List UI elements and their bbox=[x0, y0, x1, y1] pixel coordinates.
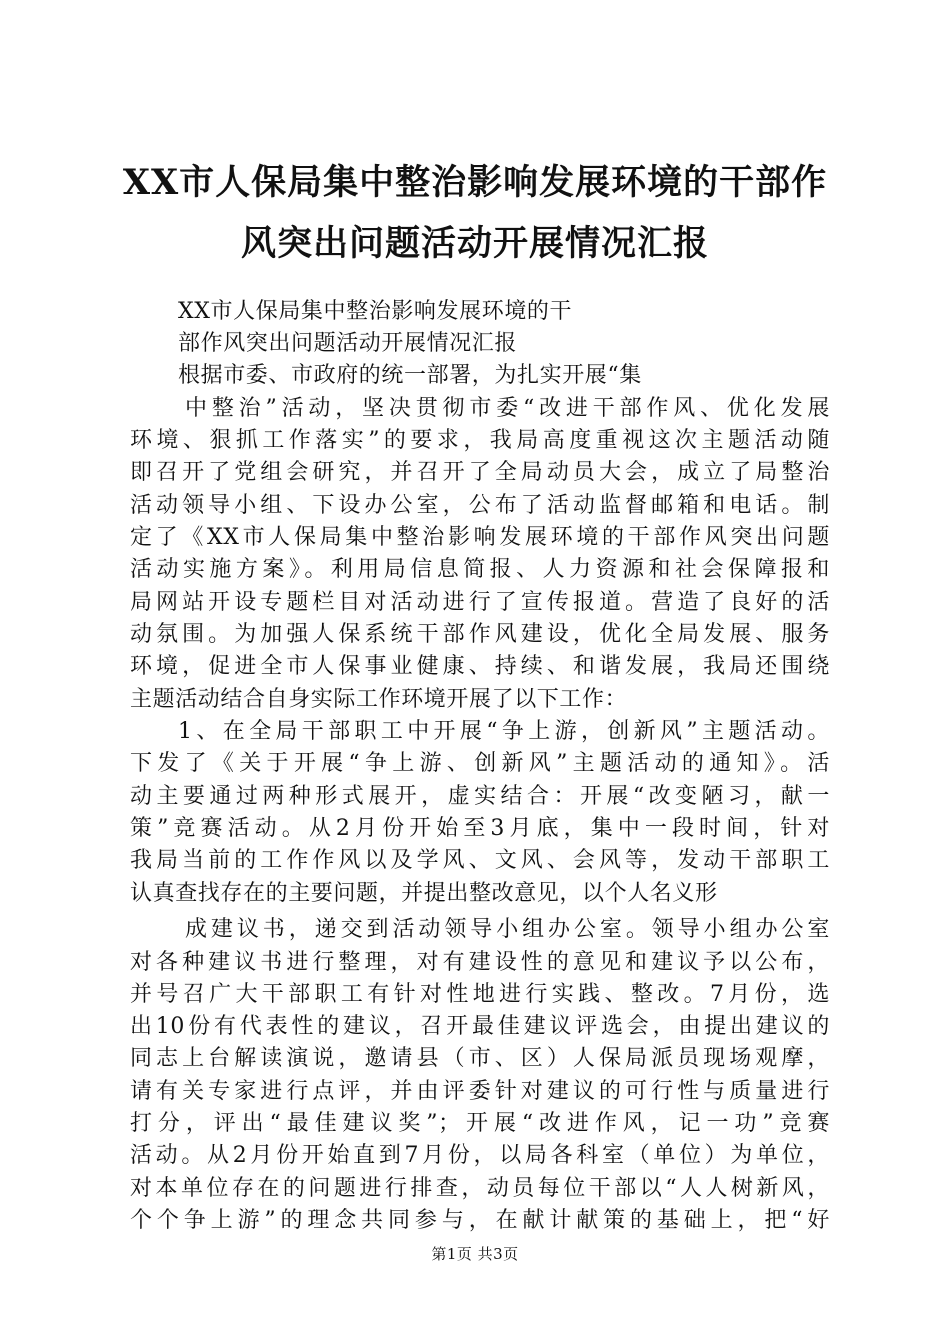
document-title-line-2: 风突出问题活动开展情况汇报 bbox=[240, 223, 709, 264]
body-line: 我局当前的工作作风以及学风、文风、会风等，发动干部职工 bbox=[130, 848, 830, 873]
body-line: 请有关专家进行点评，并由评委针对建议的可行性与质量进行 bbox=[130, 1079, 830, 1104]
document-title-line-1: XX市人保局集中整治影响发展环境的干部作 bbox=[122, 162, 828, 203]
page-number-footer: 第1页 共3页 bbox=[431, 1245, 519, 1263]
body-line: 环境、狠抓工作落实”的要求，我局高度重视这次主题活动随 bbox=[130, 428, 830, 453]
body-line: 同志上台解读演说，邀请县（市、区）人保局派员现场观摩， bbox=[130, 1046, 830, 1071]
body-line: 并号召广大干部职工有针对性地进行实践、整改。7月份，选 bbox=[130, 982, 830, 1007]
body-line: 活动。从2月份开始直到7月份，以局各科室（单位）为单位， bbox=[130, 1143, 830, 1168]
body-line: 对本单位存在的问题进行排查，动员每位干部以“人人树新风， bbox=[130, 1176, 830, 1201]
body-line: 局网站开设专题栏目对活动进行了宣传报道。营造了良好的活 bbox=[130, 590, 830, 615]
body-line: 1、在全局干部职工中开展“争上游，创新风”主题活动。 bbox=[178, 719, 830, 744]
body-line: 活动实施方案》。利用局信息简报、人力资源和社会保障报和 bbox=[130, 557, 830, 582]
body-line: 对各种建议书进行整理，对有建设性的意见和建议予以公布， bbox=[130, 950, 830, 975]
body-line: 出10份有代表性的建议，召开最佳建议评选会，由提出建议的 bbox=[130, 1014, 830, 1039]
body-line: 下发了《关于开展“争上游、创新风”主题活动的通知》。活 bbox=[130, 751, 830, 776]
body-line: 成建议书，递交到活动领导小组办公室。领导小组办公室 bbox=[185, 917, 830, 942]
body-line: 主题活动结合自身实际工作环境开展了以下工作： bbox=[130, 687, 628, 712]
body-line: 活动领导小组、下设办公室，公布了活动监督邮箱和电话。制 bbox=[130, 493, 830, 518]
body-line: 动主要通过两种形式展开，虚实结合：开展“改变陋习，献一 bbox=[130, 784, 830, 809]
body-line: 环境，促进全市人保事业健康、持续、和谐发展，我局还围绕 bbox=[130, 654, 830, 679]
body-line: 策”竞赛活动。从2月份开始至3月底，集中一段时间，针对 bbox=[130, 816, 830, 841]
body-line: 动氛围。为加强人保系统干部作风建设，优化全局发展、服务 bbox=[130, 622, 830, 647]
body-line: 部作风突出问题活动开展情况汇报 bbox=[178, 331, 518, 356]
body-line: 根据市委、市政府的统一部署，为扎实开展“集 bbox=[178, 363, 642, 388]
body-line: XX市人保局集中整治影响发展环境的干 bbox=[178, 299, 573, 324]
body-line: 中整治”活动，坚决贯彻市委“改进干部作风、优化发展 bbox=[185, 396, 830, 421]
body-line: 个个争上游”的理念共同参与，在献计献策的基础上，把“好 bbox=[130, 1208, 830, 1233]
body-line: 即召开了党组会研究，并召开了全局动员大会，成立了局整治 bbox=[130, 460, 830, 485]
body-line: 打分，评出“最佳建议奖”；开展“改进作风，记一功”竞赛 bbox=[130, 1111, 830, 1136]
body-line: 认真查找存在的主要问题，并提出整改意见，以个人名义形 bbox=[130, 881, 718, 906]
body-line: 定了《XX市人保局集中整治影响发展环境的干部作风突出问题 bbox=[130, 525, 830, 550]
